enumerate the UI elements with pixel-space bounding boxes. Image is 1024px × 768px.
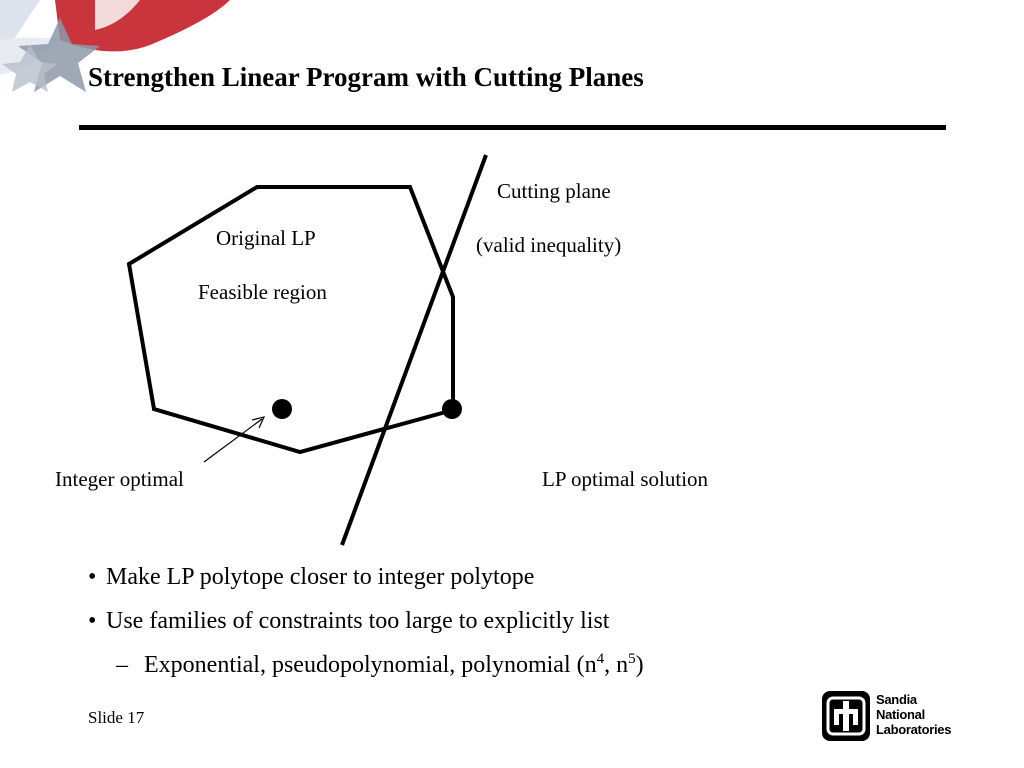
- feasible-region-label: Feasible region: [198, 280, 327, 304]
- cutting-plane-diagram: [0, 140, 1024, 560]
- sandia-wordmark: [876, 692, 951, 737]
- exponent-5: 5: [628, 651, 636, 667]
- sandia-logo: [822, 691, 952, 741]
- logo-line-2: National: [876, 707, 925, 722]
- logo-line-3: Laboratories: [876, 722, 952, 737]
- exponent-4: 4: [596, 651, 605, 667]
- valid-inequality-label: (valid inequality): [476, 233, 622, 257]
- flag-star-decoration: [0, 0, 230, 110]
- sub-bullet-text: Exponential, pseudopolynomial, polynomial (n: [144, 652, 597, 678]
- bullet-item: [88, 602, 644, 646]
- cutting-plane-line: [342, 155, 486, 545]
- bullet-item: [88, 558, 644, 602]
- original-lp-label: Original LP: [216, 226, 316, 250]
- integer-optimal-label: Integer optimal: [55, 467, 184, 491]
- sub-bullet-end: ): [635, 652, 644, 678]
- bullet-mark: •: [88, 608, 97, 634]
- integer-optimal-point: [272, 399, 292, 419]
- sandia-thunderbird-icon: [822, 691, 870, 741]
- lp-optimal-label: LP optimal solution: [542, 467, 709, 491]
- slide-title: Strengthen Linear Program with Cutting Planes: [88, 62, 644, 92]
- lp-optimal-point: [442, 399, 462, 419]
- bullet-mark: •: [88, 564, 97, 590]
- cutting-plane-label: Cutting plane: [497, 179, 611, 203]
- sub-bullet-mid: , n: [604, 652, 629, 678]
- logo-line-1: Sandia: [876, 692, 917, 707]
- sub-bullet-item: [88, 646, 644, 690]
- bullet-list: [88, 558, 644, 690]
- dash-mark: –: [116, 652, 128, 678]
- bullet-text: Make LP polytope closer to integer polytope: [106, 564, 535, 590]
- bullet-text: Use families of constraints too large to explicitly list: [106, 608, 610, 634]
- title-divider: [79, 125, 946, 130]
- slide-number: Slide 17: [88, 708, 145, 727]
